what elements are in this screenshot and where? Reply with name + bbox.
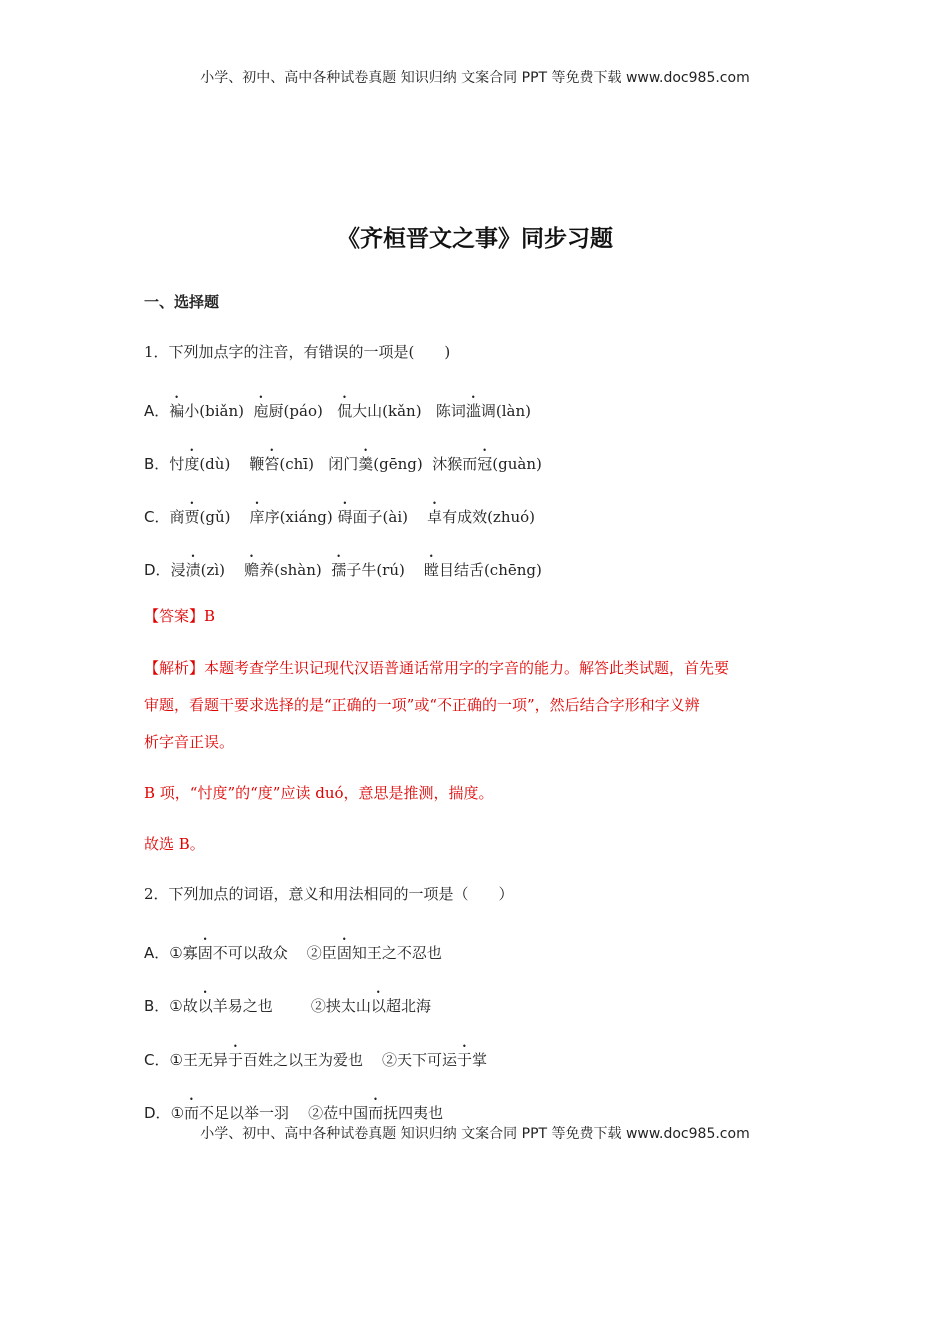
option-label: B． (144, 455, 170, 473)
q1-option-a (144, 393, 531, 421)
dotted-character: 滥 (465, 402, 481, 420)
dotted-character: 庠 (249, 508, 265, 526)
q1-option-b (144, 446, 542, 474)
page-footer: 小学、初中、高中各种试卷真题 知识归纳 文案合同 PPT 等免费下载 www.doc985.com (200, 1126, 750, 1142)
q1-stem: 1．下列加点字的注音，有错误的一项是( ) (144, 343, 451, 361)
dotted-character: 而 (368, 1104, 384, 1122)
dotted-character: 于 (227, 1051, 243, 1069)
dotted-character: 褊 (169, 402, 185, 420)
option-text: 子牛(rú) (346, 561, 424, 579)
option-text: (chī) 闭门 (279, 455, 359, 473)
option-label: D． (144, 1104, 171, 1122)
option-text: 忖 (169, 455, 185, 473)
q2-stem: 2．下列加点的词语，意义和用法相同的一项是（ ） (144, 885, 514, 903)
option-label: B． (144, 997, 170, 1015)
option-text: 调(làn) (480, 402, 531, 420)
dotted-character: 庖 (253, 402, 269, 420)
option-text: 知王之不忍也 (351, 944, 442, 962)
q2-option-c (144, 1042, 487, 1070)
option-text: (guàn) (492, 455, 542, 473)
option-text: 有成效(zhuó) (442, 508, 536, 526)
option-text: (gǔ) (199, 508, 250, 526)
option-text: 小(biǎn) (184, 402, 254, 420)
option-text: 超北海 (385, 997, 431, 1015)
option-text: 大山(kǎn) 陈词 (352, 402, 466, 420)
dotted-character: 以 (197, 997, 213, 1015)
q1-answer: 【答案】B (144, 607, 216, 625)
q2-option-a (144, 935, 442, 963)
option-text: (gēng) 沐猴而 (373, 455, 478, 473)
dotted-character: 碍 (337, 508, 353, 526)
option-text: 商 (169, 508, 185, 526)
option-text: 浸 (170, 561, 186, 579)
option-text: ①王无异 (169, 1051, 228, 1069)
dotted-character: 孺 (331, 561, 347, 579)
option-text: ①寡 (169, 944, 198, 962)
option-label: A． (144, 944, 170, 962)
dotted-character: 笞 (264, 455, 280, 473)
dotted-character: 侃 (337, 402, 353, 420)
option-text: 序(xiáng) (264, 508, 338, 526)
q1-analysis-line: 审题，看题干要求选择的是“正确的一项”或“不正确的一项”，然后结合字形和字义辨 (144, 696, 700, 714)
q1-conclusion: 故选 B。 (144, 835, 205, 853)
section-heading: 一、选择题 (144, 293, 220, 311)
option-text: 面子(ài) (352, 508, 428, 526)
dotted-character: 冠 (477, 455, 493, 473)
dotted-character: 渍 (185, 561, 201, 579)
dotted-character: 羹 (358, 455, 374, 473)
option-text: (zì) (200, 561, 245, 579)
dotted-character: 固 (197, 944, 213, 962)
option-text: 掌 (472, 1051, 488, 1069)
page-title: 《齐桓晋文之事》同步习题 (337, 226, 613, 252)
q1-note: B 项，“忖度”的“度”应读 duó，意思是推测，揣度。 (144, 784, 494, 802)
dotted-character: 卓 (427, 508, 443, 526)
dotted-character: 于 (457, 1051, 473, 1069)
option-text: ①故 (169, 997, 198, 1015)
q1-option-c (144, 499, 535, 527)
dotted-character: 固 (336, 944, 352, 962)
option-text: (dù) 鞭 (199, 455, 265, 473)
option-text: 目结舌(chēng) (438, 561, 542, 579)
dotted-character: 贾 (184, 508, 200, 526)
dotted-character: 以 (370, 997, 386, 1015)
dotted-character: 赡 (244, 561, 260, 579)
option-text: 厨(páo) (268, 402, 338, 420)
option-text: 羊易之也 ②挟太山 (212, 997, 371, 1015)
q2-option-b (144, 988, 431, 1016)
q1-analysis-line: 析字音正误。 (144, 733, 235, 751)
option-text: 百姓之以王为爱也 ②天下可运 (242, 1051, 458, 1069)
option-text: 不可以敌众 ②臣 (212, 944, 337, 962)
page-header: 小学、初中、高中各种试卷真题 知识归纳 文案合同 PPT 等免费下载 www.doc985.com (200, 70, 750, 86)
q2-option-d (144, 1095, 443, 1123)
option-text: 不足以举一羽 ②莅中国 (199, 1104, 369, 1122)
option-text: 抚四夷也 (383, 1104, 444, 1122)
option-text: ① (170, 1104, 185, 1122)
q1-analysis-line: 【解析】本题考查学生识记现代汉语普通话常用字的字音的能力。解答此类试题，首先要 (144, 659, 730, 677)
option-label: C． (144, 1051, 170, 1069)
option-text: 养(shàn) (259, 561, 332, 579)
option-label: C． (144, 508, 170, 526)
dotted-character: 而 (184, 1104, 200, 1122)
option-label: D． (144, 561, 171, 579)
q1-option-d (144, 552, 542, 580)
option-label: A． (144, 402, 170, 420)
dotted-character: 瞠 (423, 561, 439, 579)
dotted-character: 度 (184, 455, 200, 473)
